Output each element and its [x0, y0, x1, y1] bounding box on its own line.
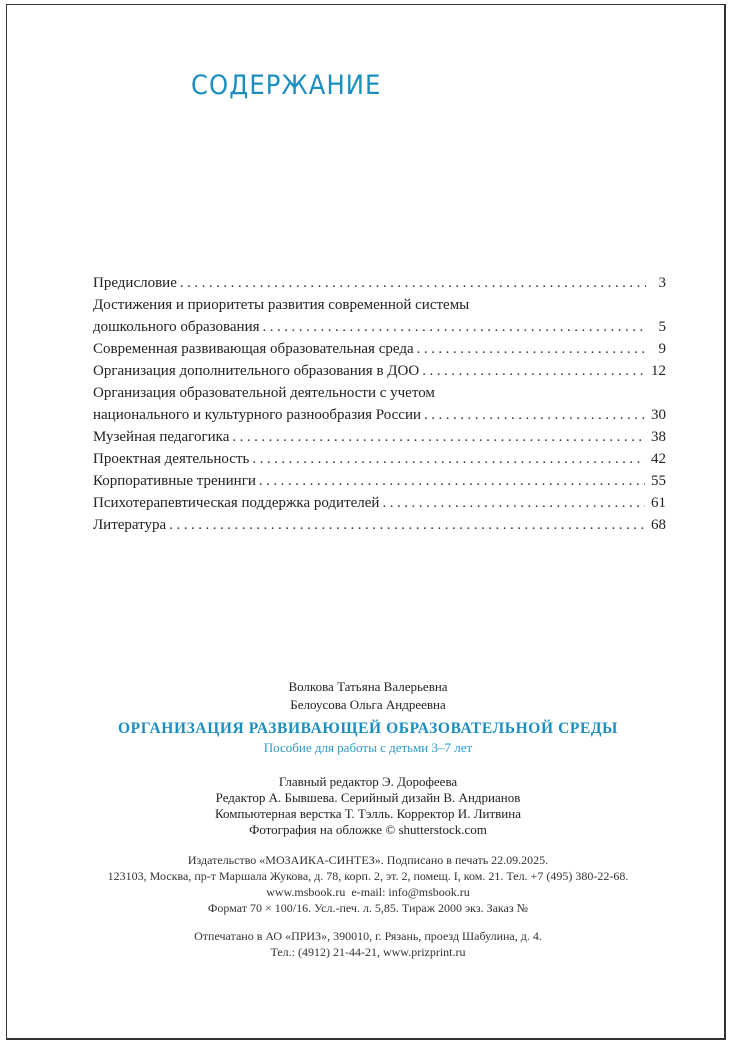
toc-line: [93, 294, 666, 316]
table-of-contents: [93, 272, 666, 536]
toc-leader-dots: [422, 360, 645, 382]
toc-page-number: 38: [651, 429, 666, 445]
toc-line: [93, 426, 666, 448]
toc-page-number: 5: [658, 319, 666, 335]
printer-line: Тел.: (4912) 21-44-21, www.prizprint.ru: [270, 945, 466, 959]
toc-entry-title: Достижения и приоритеты развития современной системы: [93, 297, 470, 313]
toc-entry[interactable]: [93, 382, 666, 426]
toc-page-number: 9: [658, 341, 666, 357]
toc-entry-title: Организация образовательной деятельности с учетом: [93, 385, 435, 401]
toc-line: [93, 492, 666, 514]
toc-entry[interactable]: [93, 360, 666, 382]
toc-line: [93, 514, 666, 536]
toc-entry[interactable]: [93, 492, 666, 514]
toc-entry-title: Проектная деятельность: [93, 451, 250, 467]
staff-line: Главный редактор Э. Дорофеева: [278, 774, 458, 789]
toc-title: СОДЕРЖАНИЕ: [191, 70, 382, 101]
toc-entry[interactable]: [93, 294, 666, 338]
toc-line: [93, 360, 666, 382]
toc-entry-title: Психотерапевтическая поддержка родителей: [93, 495, 380, 511]
toc-page-number: 42: [651, 451, 666, 467]
toc-entry-title: национального и культурного разнообразия России: [93, 407, 422, 423]
publisher-line: Издательство «МОЗАИКА-СИНТЕЗ». Подписано в печать 22.09.2025.: [187, 853, 549, 867]
toc-entry-title: дошкольного образования: [93, 319, 260, 335]
toc-leader-dots: [232, 426, 645, 448]
staff-line: Компьютерная верстка Т. Тэлль. Корректор И. Литвина: [215, 806, 521, 821]
toc-entry-title: Предисловие: [93, 275, 177, 291]
toc-line: [93, 382, 666, 404]
toc-leader-dots: [180, 272, 646, 294]
printer-line: Отпечатано в АО «ПРИЗ», 390010, г. Рязань, проезд Шабулина, д. 4.: [194, 929, 542, 943]
toc-page-number: 55: [651, 473, 666, 489]
toc-line: [93, 272, 666, 294]
publisher-line: www.msbook.ru e-mail: info@msbook.ru: [266, 885, 470, 899]
toc-entry[interactable]: [93, 514, 666, 536]
toc-line: [93, 404, 666, 426]
publisher-line: 123103, Москва, пр-т Маршала Жукова, д. 78, корп. 2, эт. 2, помещ. I, ком. 21. Тел. +7 (495) 380-22-68.: [107, 869, 629, 883]
authors: [0, 678, 736, 714]
toc-line: [93, 316, 666, 338]
toc-leader-dots: [382, 492, 645, 514]
toc-leader-dots: [252, 448, 645, 470]
toc-page-number: 12: [651, 363, 666, 379]
toc-entry[interactable]: [93, 426, 666, 448]
author-name: Белоусова Ольга Андреевна: [290, 697, 446, 712]
publisher-line: Формат 70 × 100/16. Усл.-печ. л. 5,85. Тираж 2000 экз. Заказ №: [207, 901, 529, 915]
publisher-info: [0, 852, 736, 916]
toc-leader-dots: [169, 514, 645, 536]
editorial-staff: [0, 774, 736, 838]
toc-leader-dots: [424, 404, 645, 426]
toc-leader-dots: [259, 470, 645, 492]
toc-leader-dots: [263, 316, 646, 338]
toc-line: [93, 338, 666, 360]
author-name: Волкова Татьяна Валерьевна: [288, 679, 448, 694]
toc-entry-title: Организация дополнительного образования в ДОО: [93, 363, 420, 379]
toc-entry-title: Современная развивающая образовательная среда: [93, 341, 414, 357]
staff-line: Редактор А. Бывшева. Серийный дизайн В. Андрианов: [215, 790, 521, 805]
toc-line: [93, 470, 666, 492]
toc-entry-title: Литература: [93, 517, 167, 533]
book-title: ОРГАНИЗАЦИЯ РАЗВИВАЮЩЕЙ ОБРАЗОВАТЕЛЬНОЙ СРЕДЫ: [118, 720, 618, 737]
toc-line: [93, 448, 666, 470]
toc-entry-title: Корпоративные тренинги: [93, 473, 256, 489]
book-subtitle: Пособие для работы с детьми 3–7 лет: [263, 740, 473, 755]
toc-entry[interactable]: [93, 338, 666, 360]
toc-entry-title: Музейная педагогика: [93, 429, 230, 445]
printer-info: [0, 928, 736, 960]
toc-entry[interactable]: [93, 470, 666, 492]
toc-page-number: 68: [651, 517, 666, 533]
toc-page-number: 3: [658, 275, 666, 291]
toc-page-number: 61: [651, 495, 666, 511]
toc-page-number: 30: [651, 407, 666, 423]
toc-entry[interactable]: [93, 448, 666, 470]
toc-leader-dots: [417, 338, 646, 360]
staff-line: Фотография на обложке © shutterstock.com: [249, 822, 487, 837]
toc-entry[interactable]: [93, 272, 666, 294]
